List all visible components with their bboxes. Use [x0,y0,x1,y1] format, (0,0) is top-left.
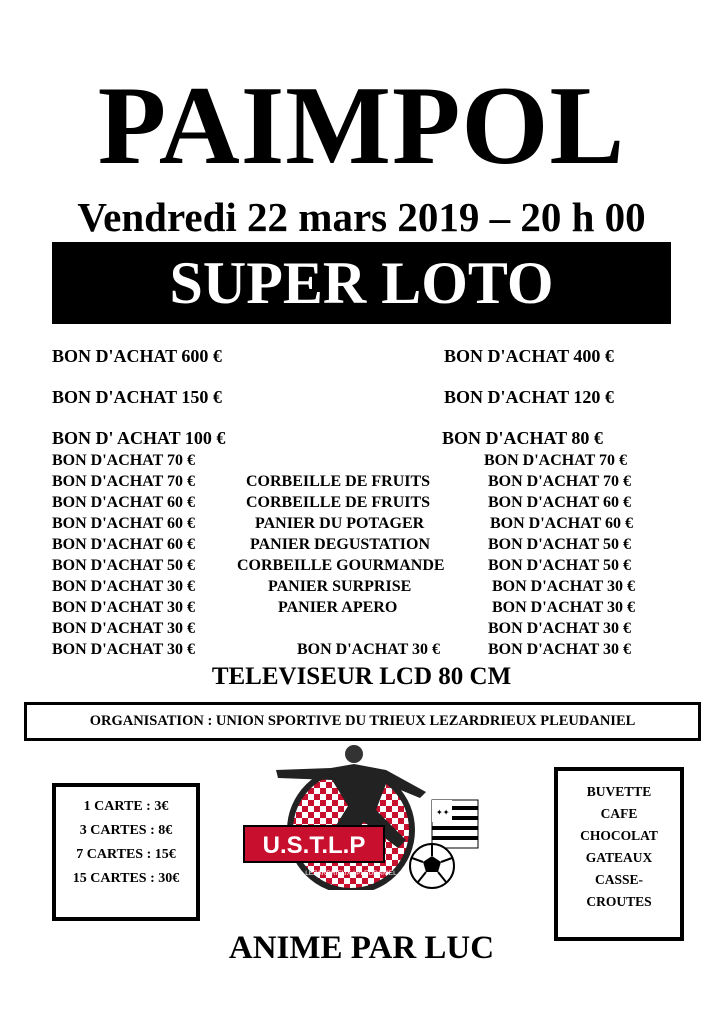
prize-middle: BON D'ACHAT 30 € [297,641,440,658]
organisation-box [24,702,701,741]
price-item: 7 CARTES : 15€ [76,847,176,862]
refreshment-item: CHOCOLAT [580,828,658,843]
refreshment-item: GATEAUX [585,850,653,865]
host-announcement: ANIME PAR LUC [228,930,495,966]
prize-middle: CORBEILLE DE FRUITS [246,494,431,511]
prize-left: BON D'ACHAT 150 € [52,387,222,407]
price-item: 15 CARTES : 30€ [72,871,180,886]
refreshment-item: CAFE [600,806,638,821]
event-banner [52,242,671,324]
breton-flag-icon [432,800,478,848]
prize-right: BON D'ACHAT 30 € [488,641,631,658]
prize-left: BON D'ACHAT 30 € [52,599,195,616]
prize-left: BON D'ACHAT 50 € [52,557,195,574]
prize-left: BON D'ACHAT 60 € [52,515,195,532]
city-title: PAIMPOL [97,64,626,188]
club-logo [236,740,486,890]
logo-name: U.S.T.L.P [262,832,366,859]
prize-left: BON D'ACHAT 70 € [52,452,195,469]
price-list [52,783,200,921]
prize-middle: CORBEILLE GOURMANDE [237,557,445,574]
prize-left: BON D'ACHAT 30 € [52,641,195,658]
grand-prize: TELEVISEUR LCD 80 CM [211,663,512,690]
refreshment-item: CROUTES [586,894,652,909]
football-icon [410,844,454,888]
prize-right: BON D'ACHAT 50 € [488,557,631,574]
prize-left: BON D'ACHAT 600 € [52,346,222,366]
logo-subtitle: LEZARDRIEUX / PLEUDANIEL [305,870,397,877]
prize-left: BON D'ACHAT 30 € [52,578,195,595]
prize-middle: PANIER SURPRISE [268,578,412,595]
prize-right: BON D'ACHAT 30 € [488,620,631,637]
prize-right: BON D'ACHAT 80 € [442,428,603,448]
prize-left: BON D' ACHAT 100 € [52,428,226,448]
refreshments-box [554,767,684,941]
prize-left: BON D'ACHAT 60 € [52,536,195,553]
prize-right: BON D'ACHAT 30 € [492,578,635,595]
prize-right: BON D'ACHAT 70 € [488,473,631,490]
event-date: Vendredi 22 mars 2019 – 20 h 00 [77,194,646,240]
organisation-text: ORGANISATION : UNION SPORTIVE DU TRIEUX LEZARDRIEUX PLEUDANIEL [89,713,636,729]
prize-right: BON D'ACHAT 50 € [488,536,631,553]
prize-middle: CORBEILLE DE FRUITS [246,473,431,490]
prize-right: BON D'ACHAT 70 € [484,452,627,469]
refreshment-item: CASSE- [594,872,643,887]
prize-middle: PANIER DEGUSTATION [250,536,431,553]
event-name: SUPER LOTO [169,250,554,316]
refreshment-item: BUVETTE [586,784,652,799]
prize-middle: PANIER DU POTAGER [255,515,425,532]
prize-right: BON D'ACHAT 60 € [488,494,631,511]
prize-right: BON D'ACHAT 60 € [490,515,633,532]
prize-right: BON D'ACHAT 30 € [492,599,635,616]
prize-left: BON D'ACHAT 70 € [52,473,195,490]
prize-right: BON D'ACHAT 120 € [444,387,614,407]
prize-right: BON D'ACHAT 400 € [444,346,614,366]
prize-middle: PANIER APERO [278,599,398,616]
prize-left: BON D'ACHAT 60 € [52,494,195,511]
price-item: 3 CARTES : 8€ [79,823,173,838]
price-item: 1 CARTE : 3€ [83,799,169,814]
svg-text:✦✦: ✦✦ [436,808,450,817]
prize-left: BON D'ACHAT 30 € [52,620,195,637]
